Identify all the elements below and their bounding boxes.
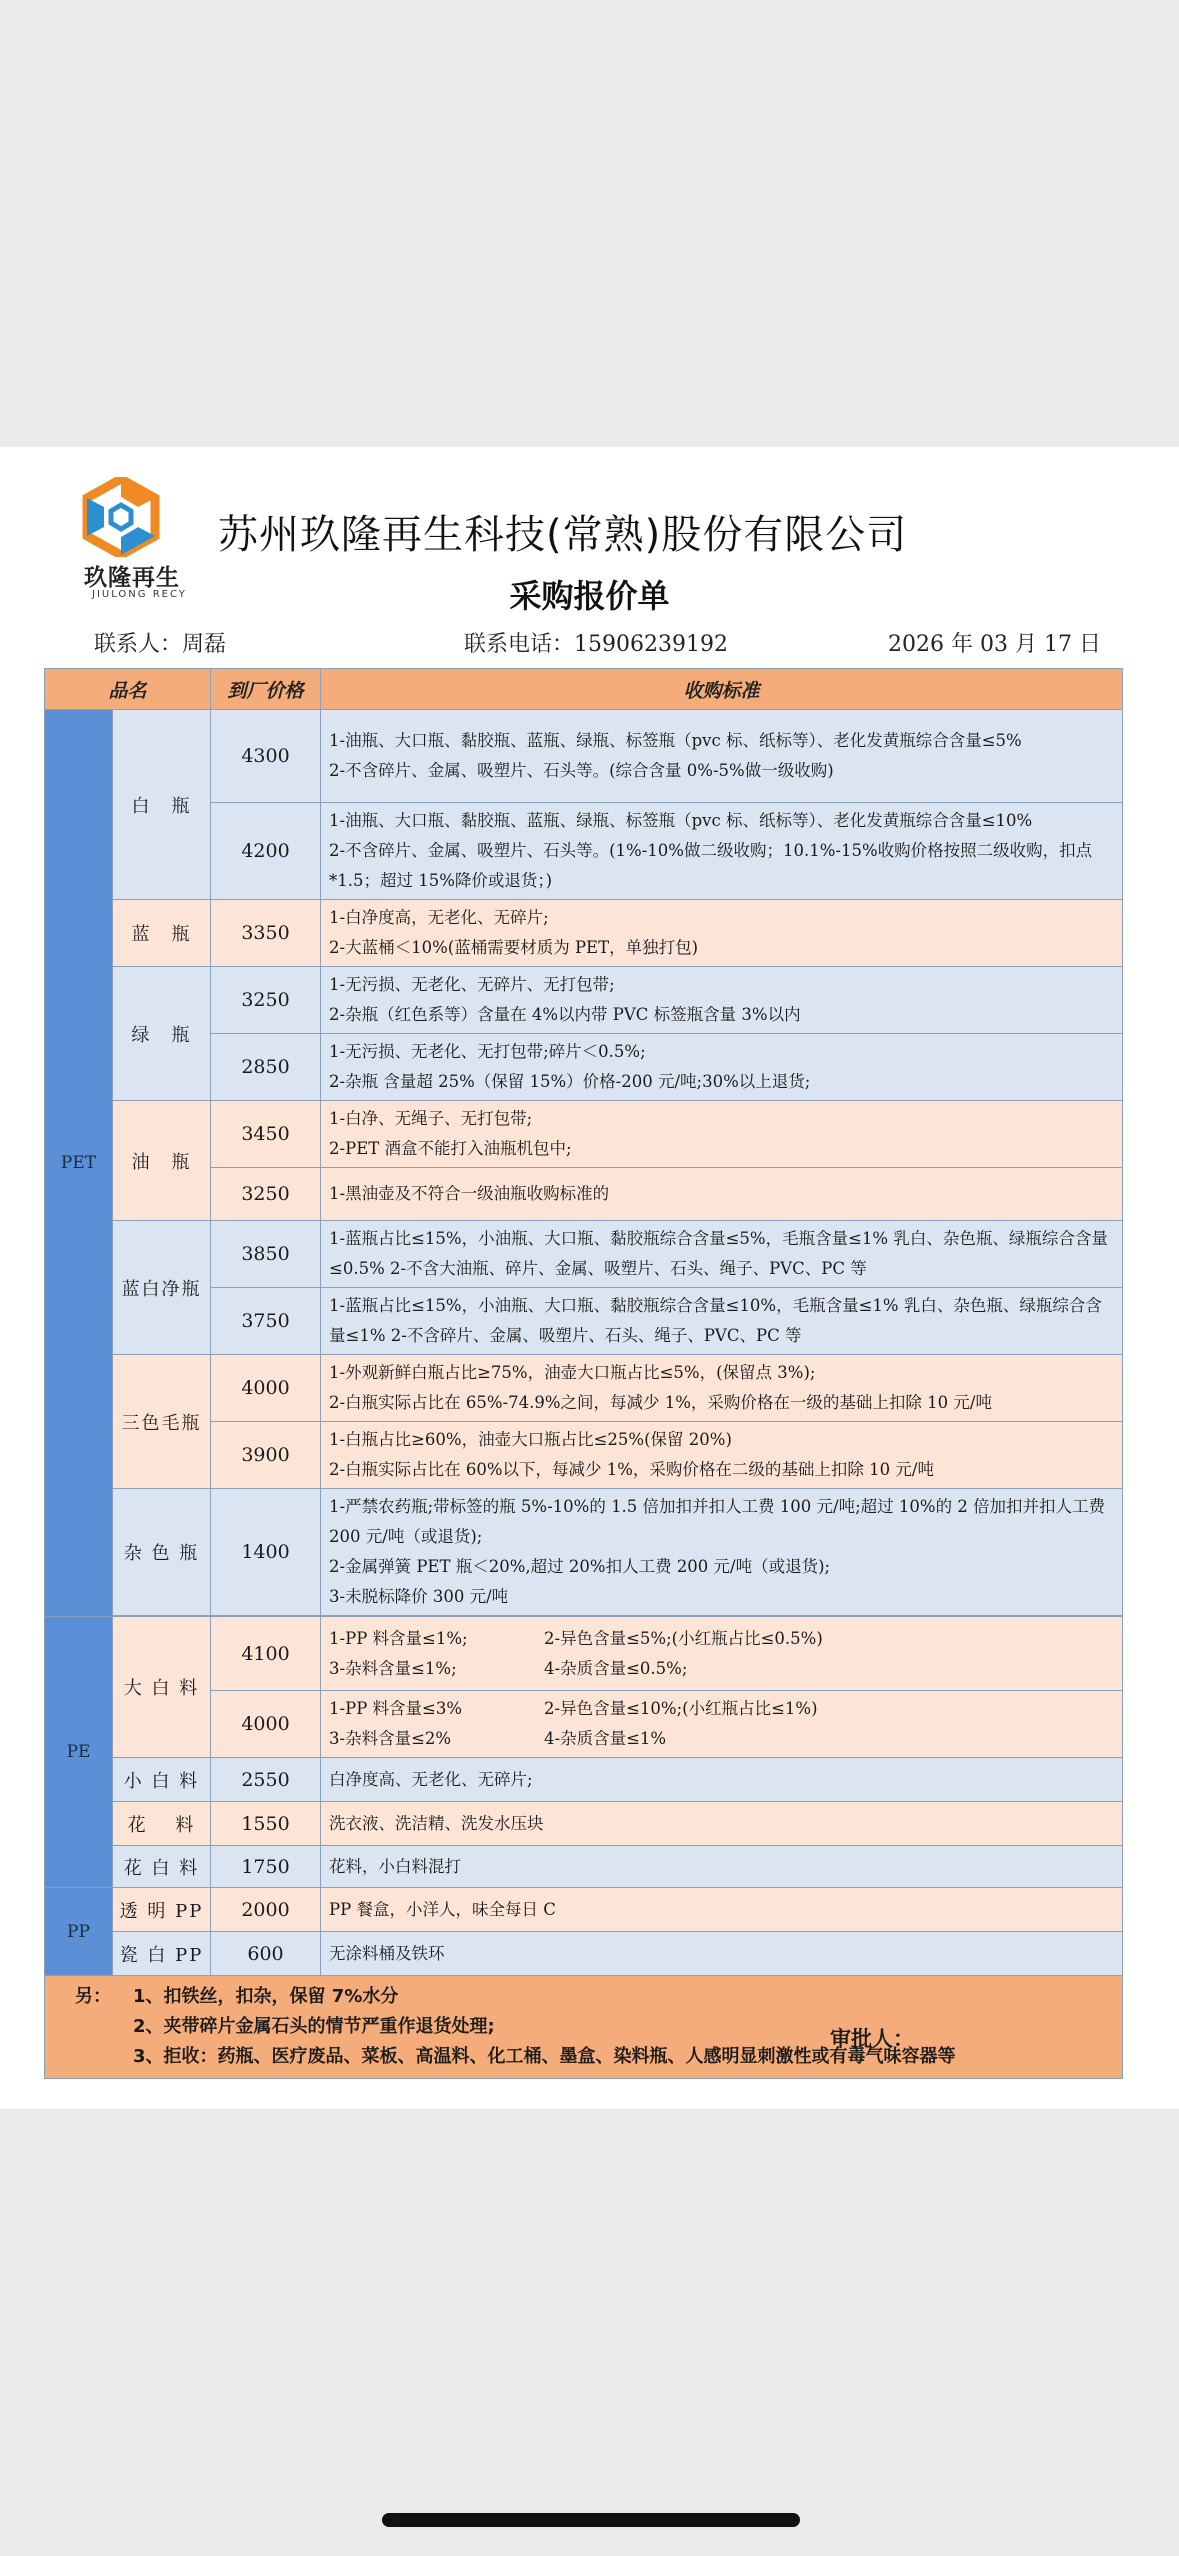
item-name: 绿 瓶: [113, 967, 211, 1101]
item-standard: 洗衣液、洗洁精、洗发水压块: [321, 1802, 1123, 1846]
note-3: 3、拒收：药瓶、医疗废品、菜板、高温料、化工桶、墨盒、染料瓶、人感明显刺激性或有毒气味容器等: [133, 2046, 956, 2067]
table-row: [45, 710, 1123, 803]
header-name: 品名: [45, 669, 211, 710]
item-standard: [321, 1034, 1123, 1101]
item-standard: [321, 900, 1123, 967]
item-name: 蓝 瓶: [113, 900, 211, 967]
category-pp: PP: [45, 1888, 113, 1976]
table-row: [45, 967, 1123, 1034]
standard-line: 2-白瓶实际占比在 65%-74.9%之间，每减少 1%，采购价格在一级的基础上扣除 10 元/吨: [329, 1393, 992, 1412]
standard-line: 2-白瓶实际占比在 60%以下，每减少 1%，采购价格在二级的基础上扣除 10 元/吨: [329, 1460, 934, 1479]
item-price: 3750: [211, 1288, 321, 1355]
table-row: [45, 1489, 1123, 1616]
item-price: 600: [211, 1932, 321, 1976]
item-name: 三色毛瓶: [113, 1355, 211, 1489]
item-name: 油 瓶: [113, 1101, 211, 1221]
item-price: 2000: [211, 1888, 321, 1932]
notes-cell: [45, 1976, 1123, 2079]
table-row: [45, 1758, 1123, 1802]
standard-line: 2-不含碎片、金属、吸塑片、石头等。(综合含量 0%-5%做一级收购): [329, 761, 834, 780]
note-2: 2、夹带碎片金属石头的情节严重作退货处理;: [133, 2016, 495, 2037]
hexagon-logo-icon: [82, 477, 160, 557]
standard-line: 1-严禁农药瓶;带标签的瓶 5%-10%的 1.5 倍加扣并扣人工费 100 元/吨;超过 10%的 2 倍加扣并扣人工费 200 元/吨（或退货);: [329, 1497, 1106, 1546]
logo-chinese-name: 玖隆再生: [84, 565, 180, 591]
standard-line: 1-无污损、无老化、无碎片、无打包带;: [329, 975, 615, 994]
notes-row: [45, 1976, 1123, 2079]
item-price: 4300: [211, 710, 321, 803]
item-name: 蓝白净瓶: [113, 1221, 211, 1355]
notes-lead: 另：: [75, 1986, 111, 2007]
approver-label: 审批人：: [830, 2027, 914, 2051]
note-1: 1、扣铁丝，扣杂，保留 7%水分: [133, 1986, 399, 2007]
table-row: [45, 1221, 1123, 1288]
standard-line: 2-杂瓶 含量超 25%（保留 15%）价格-200 元/吨;30%以上退货;: [329, 1072, 811, 1091]
category-pet: PET: [45, 710, 113, 1617]
item-standard: [321, 1489, 1123, 1616]
standard-line: 1-PP 料含量≤1%;: [329, 1628, 468, 1648]
item-price: 4000: [211, 1691, 321, 1758]
quote-date: 2026 年 03 月 17 日: [888, 632, 1101, 657]
item-price: 3250: [211, 967, 321, 1034]
item-standard: [321, 1691, 1123, 1758]
standard-line: 1-无污损、无老化、无打包带;碎片＜0.5%;: [329, 1042, 646, 1061]
item-name: 大 白 料: [113, 1617, 211, 1758]
item-price: 3850: [211, 1221, 321, 1288]
table-row: [45, 1101, 1123, 1168]
table-row: [45, 1846, 1123, 1888]
standard-line: 2-异色含量≤5%;(小红瓶占比≤0.5%): [544, 1628, 823, 1648]
table-header-row: [45, 669, 1123, 710]
top-background: [0, 0, 1179, 447]
standard-line: 1-白瓶占比≥60%，油壶大口瓶占比≤25%(保留 20%): [329, 1430, 732, 1449]
item-name: 杂 色 瓶: [113, 1489, 211, 1616]
item-standard: [321, 1168, 1123, 1221]
header-standard: 收购标准: [321, 669, 1123, 710]
item-standard: 白净度高、无老化、无碎片;: [321, 1758, 1123, 1802]
item-price: 3900: [211, 1422, 321, 1489]
table-row: [45, 900, 1123, 967]
table-row: [45, 1802, 1123, 1846]
document-sheet: [0, 447, 1179, 2109]
contact-person: 联系人：周磊: [94, 632, 227, 657]
standard-line: 2-不含碎片、金属、吸塑片、石头等。(1%-10%做二级收购；10.1%-15%收购价格按照二级收购，扣点*1.5；超过 15%降价或退货；): [329, 841, 1093, 890]
contact-phone: 联系电话：15906239192: [464, 632, 728, 657]
table-row: [45, 1617, 1123, 1691]
item-price: 4200: [211, 803, 321, 900]
standard-line: 1-外观新鲜白瓶占比≥75%，油壶大口瓶占比≤5%，(保留点 3%);: [329, 1363, 816, 1382]
item-price: 1400: [211, 1489, 321, 1616]
standard-line: 1-油瓶、大口瓶、黏胶瓶、蓝瓶、绿瓶、标签瓶（pvc 标、纸标等）、老化发黄瓶综合含量≤10%: [329, 811, 1033, 830]
item-name: 花 料: [113, 1802, 211, 1846]
standard-line: 4-杂质含量≤0.5%;: [544, 1658, 688, 1678]
item-standard: [321, 1422, 1123, 1489]
category-pe: PE: [45, 1617, 113, 1888]
item-price: 3450: [211, 1101, 321, 1168]
item-price: 1550: [211, 1802, 321, 1846]
item-standard: [321, 967, 1123, 1034]
standard-line: 1-黑油壶及不符合一级油瓶收购标准的: [329, 1184, 610, 1203]
table-row: [45, 1888, 1123, 1932]
standard-line: 2-大蓝桶＜10%(蓝桶需要材质为 PET，单独打包): [329, 938, 699, 957]
item-name: 白 瓶: [113, 710, 211, 900]
standard-line: 2-杂瓶（红色系等）含量在 4%以内带 PVC 标签瓶含量 3%以内: [329, 1005, 801, 1024]
standard-line: 3-杂料含量≤1%;: [329, 1658, 457, 1678]
standard-line: 2-金属弹簧 PET 瓶＜20%,超过 20%扣人工费 200 元/吨（或退货);: [329, 1557, 831, 1576]
item-standard: [321, 710, 1123, 803]
standard-line: 1-油瓶、大口瓶、黏胶瓶、蓝瓶、绿瓶、标签瓶（pvc 标、纸标等）、老化发黄瓶综合含量≤5%: [329, 731, 1022, 750]
standard-line: 1-PP 料含量≤3%: [329, 1699, 463, 1718]
standard-line: 2-异色含量≤10%;(小红瓶占比≤1%): [544, 1699, 818, 1718]
item-standard: [321, 1355, 1123, 1422]
item-price: 2850: [211, 1034, 321, 1101]
item-price: 4000: [211, 1355, 321, 1422]
table-row: [45, 1355, 1123, 1422]
standard-line: 1-白净度高，无老化、无碎片;: [329, 908, 549, 927]
standard-line: 1-白净、无绳子、无打包带;: [329, 1109, 533, 1128]
item-standard: [321, 1101, 1123, 1168]
item-price: 1750: [211, 1846, 321, 1888]
item-price: 4100: [211, 1617, 321, 1691]
document-title: 采购报价单: [509, 577, 670, 615]
item-name: 瓷 白 PP: [113, 1932, 211, 1976]
item-standard: 1-蓝瓶占比≤15%，小油瓶、大口瓶、黏胶瓶综合含量≤10%，毛瓶含量≤1% 乳白、杂色瓶、绿瓶综合含量≤1% 2-不含碎片、金属、吸塑片、石头、绳子、PVC、PC 等: [321, 1288, 1123, 1355]
logo-english-name: JIULONG RECY: [92, 589, 187, 600]
item-standard: 花料，小白料混打: [321, 1846, 1123, 1888]
item-standard: 1-蓝瓶占比≤15%，小油瓶、大口瓶、黏胶瓶综合含量≤5%，毛瓶含量≤1% 乳白、杂色瓶、绿瓶综合含量≤0.5% 2-不含大油瓶、碎片、金属、吸塑片、石头、绳子、PVC、PC 等: [321, 1221, 1123, 1288]
home-indicator[interactable]: [382, 2513, 800, 2527]
item-standard: PP 餐盒，小洋人，味全每日 C: [321, 1888, 1123, 1932]
table-row: [45, 1932, 1123, 1976]
item-price: 3350: [211, 900, 321, 967]
header-price: 到厂价格: [211, 669, 321, 710]
item-standard: 无涂料桶及铁环: [321, 1932, 1123, 1976]
standard-line: 2-PET 酒盒不能打入油瓶机包中;: [329, 1139, 572, 1158]
item-standard: [321, 803, 1123, 900]
price-table: [44, 668, 1123, 2079]
standard-line: 3-杂料含量≤2%: [329, 1729, 452, 1748]
item-price: 3250: [211, 1168, 321, 1221]
standard-line: 3-未脱标降价 300 元/吨: [329, 1587, 509, 1606]
item-price: 2550: [211, 1758, 321, 1802]
item-name: 小 白 料: [113, 1758, 211, 1802]
item-standard: [321, 1617, 1123, 1691]
item-name: 花 白 料: [113, 1846, 211, 1888]
standard-line: 4-杂质含量≤1%: [544, 1729, 667, 1748]
company-name: 苏州玖隆再生科技(常熟)股份有限公司: [218, 512, 908, 558]
item-name: 透 明 PP: [113, 1888, 211, 1932]
